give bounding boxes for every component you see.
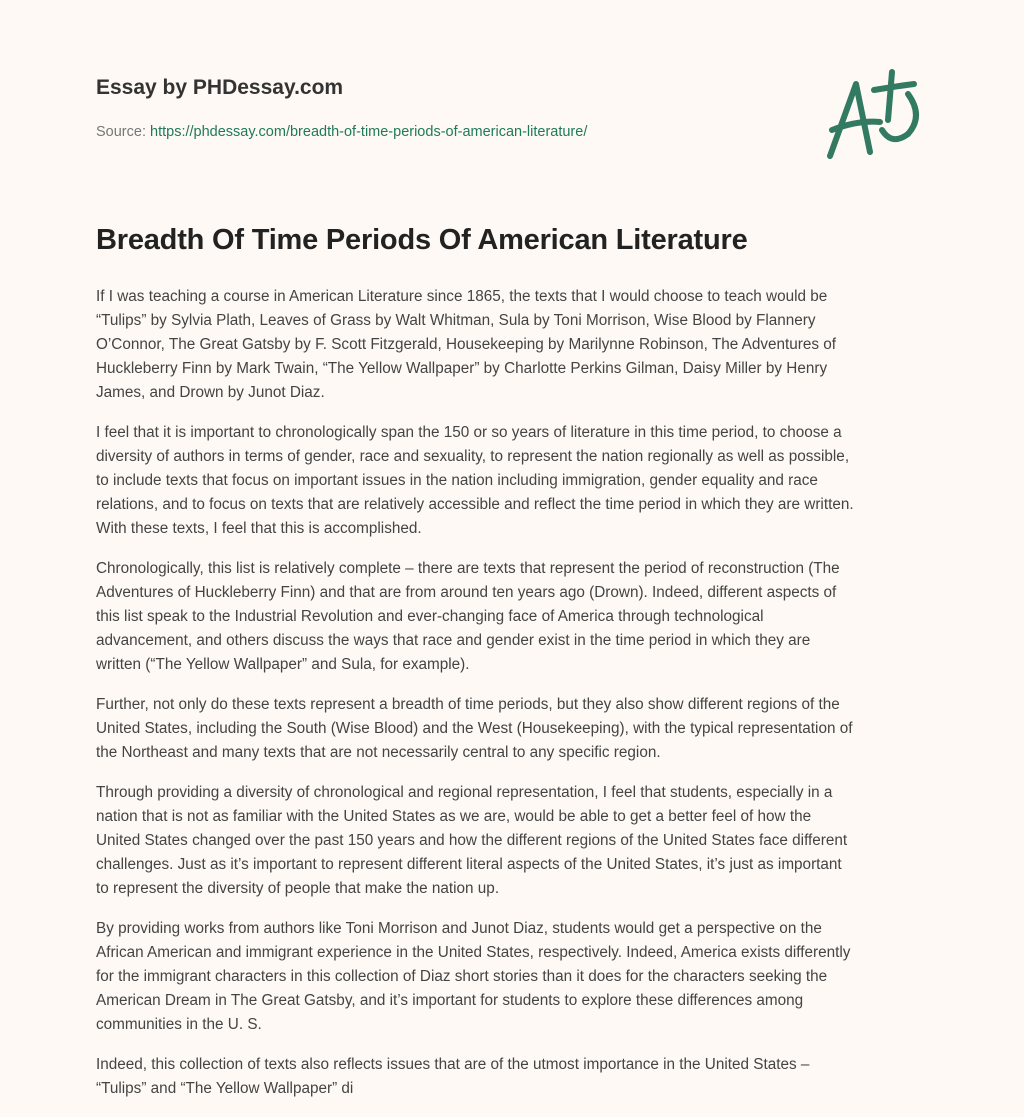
paragraph-line: I feel that it is important to chronologically span the 150 or so years of literature in this time period, to choose a xyxy=(96,424,842,441)
essay-paragraph xyxy=(96,1053,936,1101)
paragraph-line: Through providing a diversity of chronological and regional representation, I feel that students, especially in a xyxy=(96,784,833,801)
page-title: Breadth Of Time Periods Of American Literature xyxy=(96,224,748,256)
paragraph-line: Adventures of Huckleberry Finn) and that are from around ten years ago (Drown). Indeed, different aspects of xyxy=(96,584,837,601)
site-brand: Essay by PHDessay.com xyxy=(96,76,344,99)
paragraph-line: advancement, and others discuss the ways that race and gender exist in the time period in which they are xyxy=(96,632,811,649)
essay-paragraph xyxy=(96,781,936,901)
paragraph-line: American Dream in The Great Gatsby, and it’s important for students to explore these differences among xyxy=(96,992,804,1009)
paragraph-line: Chronologically, this list is relatively complete – there are texts that represent the period of reconstruction (The xyxy=(96,560,840,577)
paragraph-line: By providing works from authors like Toni Morrison and Junot Diaz, students would get a perspective on the xyxy=(96,920,822,937)
source-line xyxy=(96,124,587,140)
paragraph-line: diversity of authors in terms of gender, race and sexuality, to represent the nation regionally as well as possible, xyxy=(96,448,850,465)
essay-paragraph xyxy=(96,557,936,677)
paragraph-line: nation that is not as familiar with the United States as we are, would be able to get a better feel of how the xyxy=(96,808,812,825)
essay-paragraph xyxy=(96,693,936,765)
paragraph-line: Indeed, this collection of texts also reflects issues that are of the utmost importance in the United States – xyxy=(96,1056,810,1073)
paragraph-line: this list speak to the Industrial Revolution and ever-changing face of America through technological xyxy=(96,608,764,625)
paragraph-line: “Tulips” by Sylvia Plath, Leaves of Grass by Walt Whitman, Sula by Toni Morrison, Wise Blood by Flannery xyxy=(96,312,816,329)
paragraph-line: to include texts that focus on important issues in the nation including immigration, gender equality and race xyxy=(96,472,818,489)
paragraph-line: With these texts, I feel that this is accomplished. xyxy=(96,520,422,537)
paragraph-line: challenges. Just as it’s important to represent different literal aspects of the United States, it’s just as important xyxy=(96,856,842,873)
paragraph-line: United States, including the South (Wise Blood) and the West (Housekeeping), with the typical representation of xyxy=(96,720,853,737)
paragraph-line: the Northeast and many texts that are not necessarily central to any specific region. xyxy=(96,744,661,761)
paragraph-line: United States changed over the past 150 years and how the different regions of the United States face different xyxy=(96,832,848,849)
paragraph-line: communities in the U. S. xyxy=(96,1016,262,1033)
paragraph-line: If I was teaching a course in American Literature since 1865, the texts that I would choose to teach would be xyxy=(96,288,828,305)
paragraph-line: Huckleberry Finn by Mark Twain, “The Yellow Wallpaper” by Charlotte Perkins Gilman, Daisy Miller by Henry xyxy=(96,360,828,377)
paragraph-line: African American and immigrant experience in the United States, respectively. Indeed, America exists differently xyxy=(96,944,851,961)
paragraph-line: for the immigrant characters in this collection of Diaz short stories than it does for the characters seeking the xyxy=(96,968,828,985)
paragraph-line: written (“The Yellow Wallpaper” and Sula, for example). xyxy=(96,656,470,673)
paragraph-line: James, and Drown by Junot Diaz. xyxy=(96,384,325,401)
essay-paragraph xyxy=(96,917,936,1037)
a-plus-logo xyxy=(818,68,930,164)
paragraph-line: Further, not only do these texts represent a breadth of time periods, but they also show different regions of the xyxy=(96,696,840,713)
paragraph-line: to represent the diversity of people that make the nation up. xyxy=(96,880,500,897)
essay-paragraph xyxy=(96,421,936,541)
paragraph-line: relations, and to focus on texts that are relatively accessible and reflect the time period in which they are written. xyxy=(96,496,854,513)
paragraph-line: O’Connor, The Great Gatsby by F. Scott Fitzgerald, Housekeeping by Marilynne Robinson, The Adventures of xyxy=(96,336,837,353)
paragraph-line: “Tulips” and “The Yellow Wallpaper” di xyxy=(96,1080,354,1097)
essay-body xyxy=(96,285,936,1117)
source-label: Source: xyxy=(96,124,146,140)
essay-paragraph xyxy=(96,285,936,405)
source-link[interactable]: https://phdessay.com/breadth-of-time-periods-of-american-literature/ xyxy=(150,124,588,140)
